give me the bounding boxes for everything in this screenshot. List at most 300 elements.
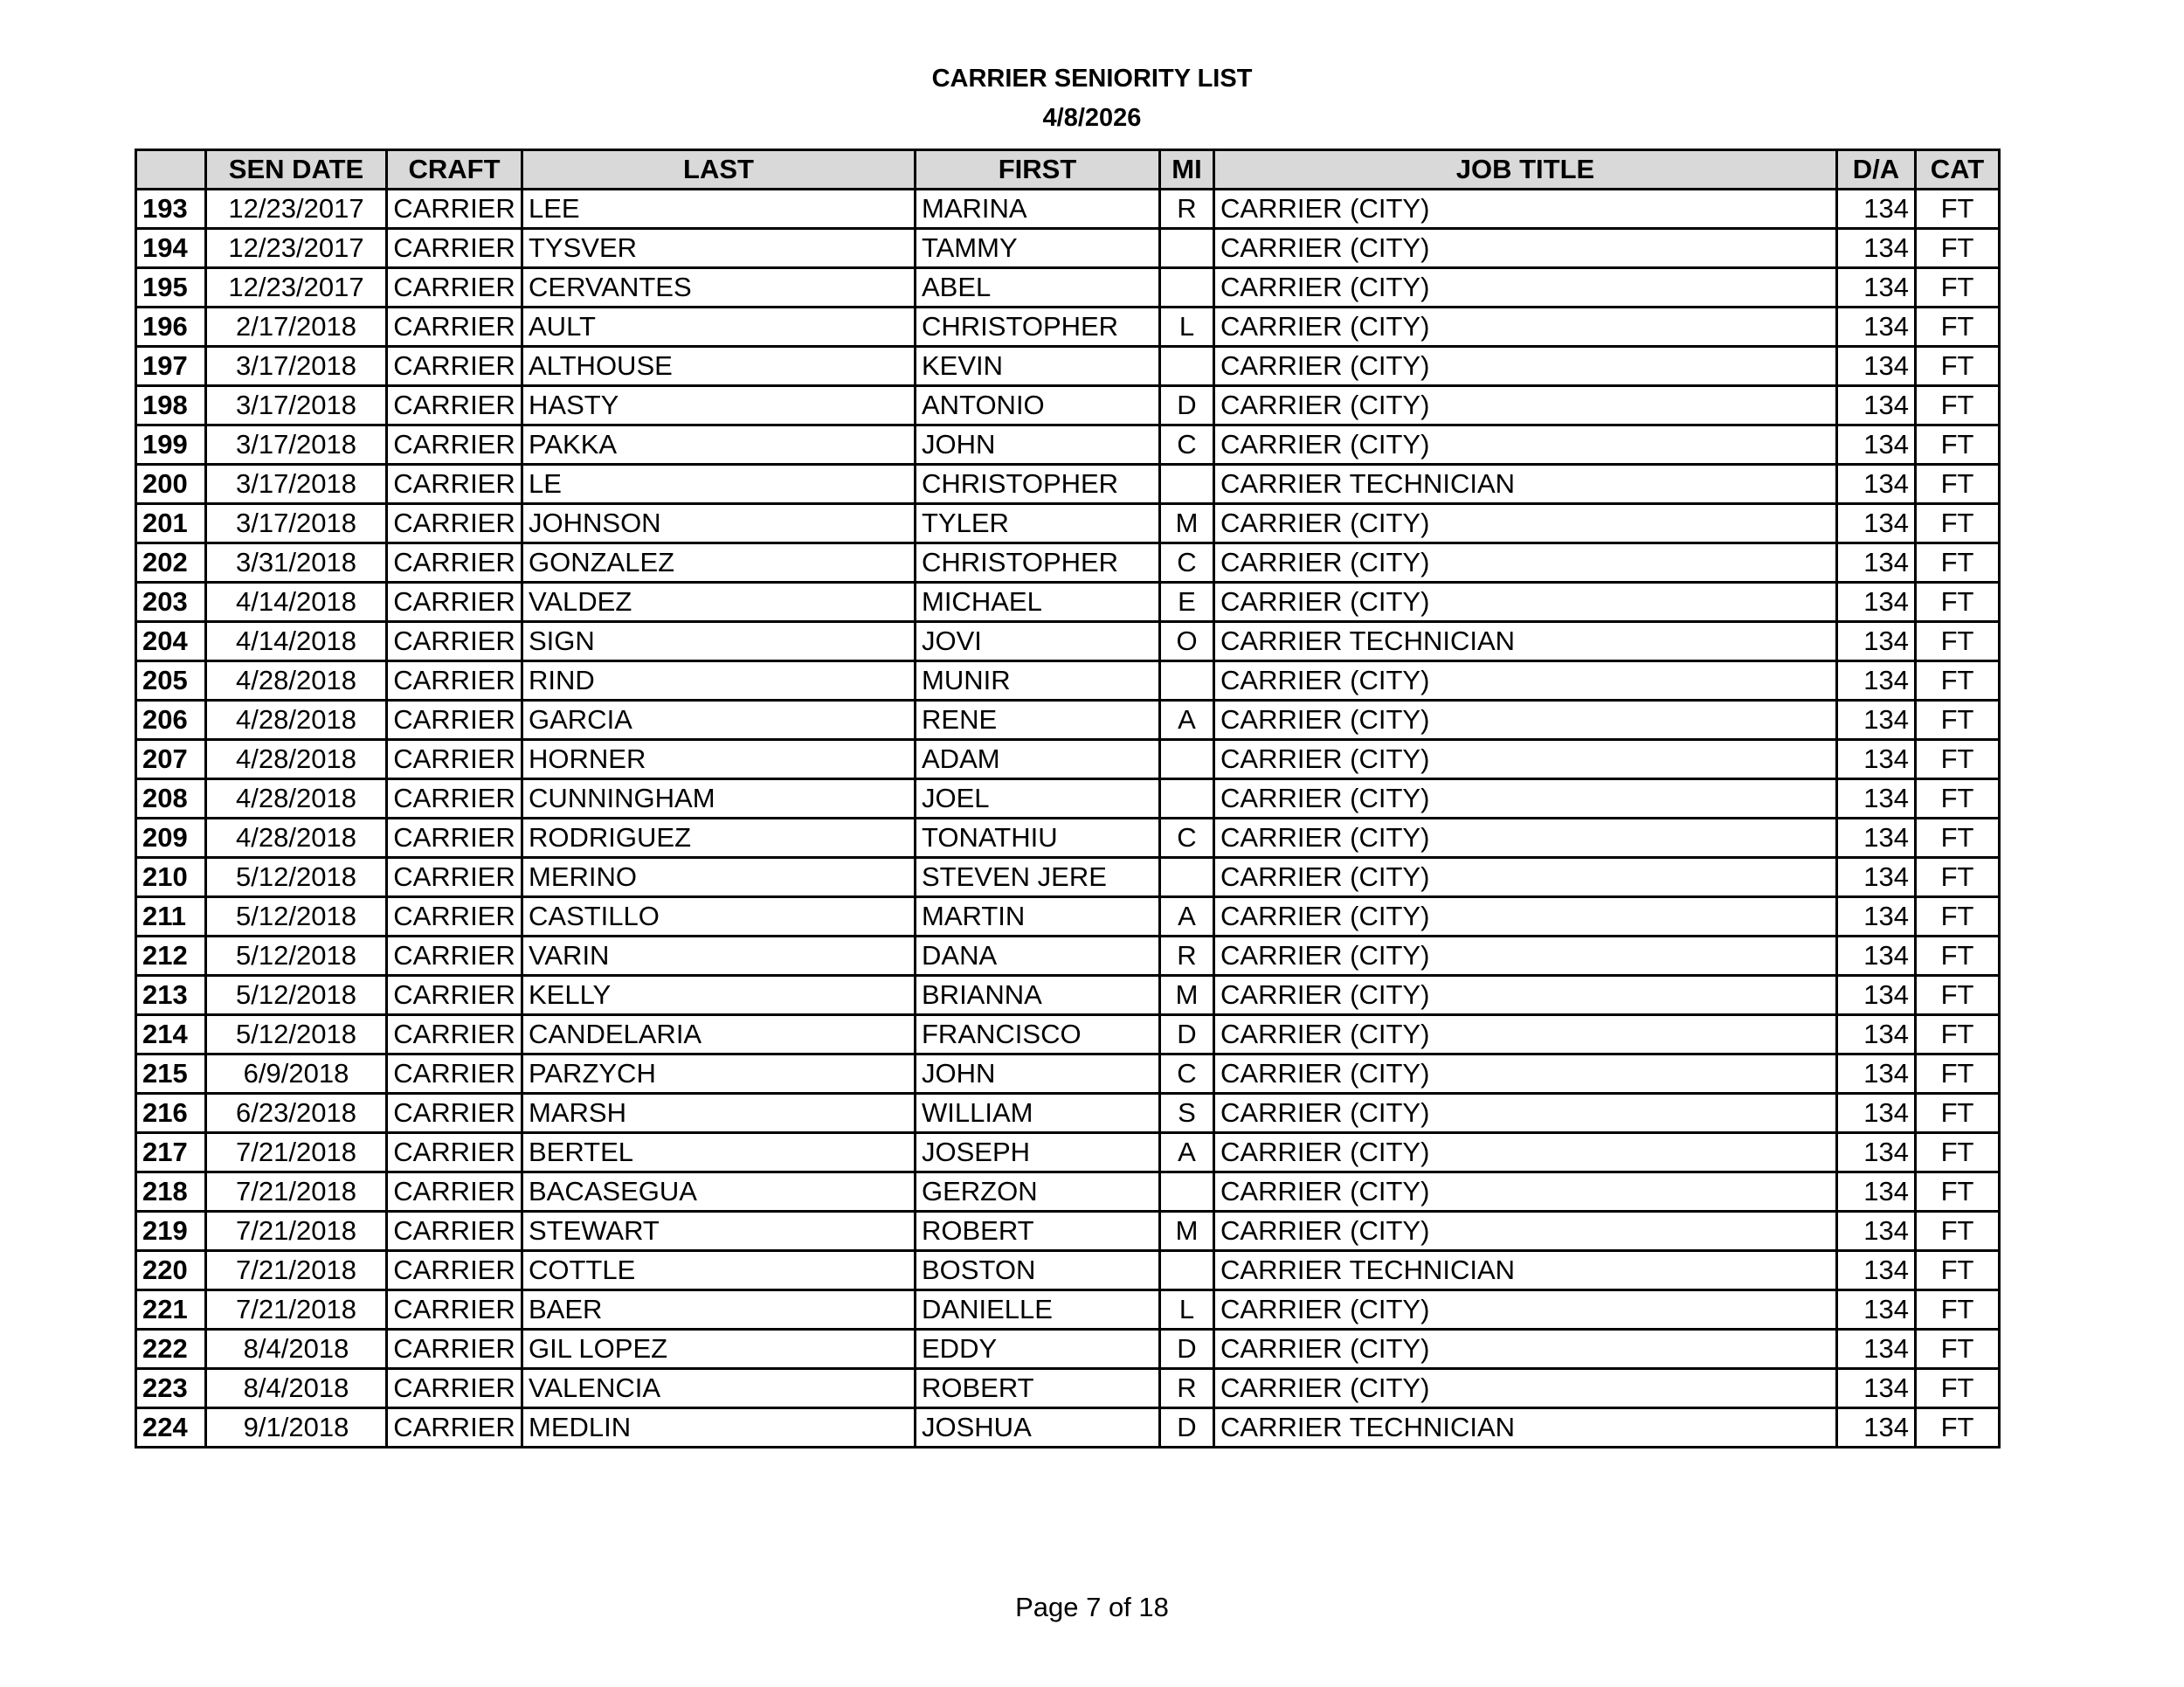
cell-cat: FT [1916, 740, 2000, 779]
cell-mi: M [1160, 1212, 1214, 1251]
cell-first: JOVI [916, 622, 1160, 661]
cell-last: SIGN [522, 622, 916, 661]
cell-num: 203 [136, 583, 206, 622]
cell-last: COTTLE [522, 1251, 916, 1290]
cell-da: 134 [1837, 976, 1916, 1015]
cell-first: CHRISTOPHER [916, 308, 1160, 347]
cell-job-title: CARRIER TECHNICIAN [1214, 1251, 1837, 1290]
table-row [136, 543, 2000, 583]
cell-first: ABEL [916, 268, 1160, 308]
cell-job-title: CARRIER (CITY) [1214, 819, 1837, 858]
cell-job-title: CARRIER (CITY) [1214, 1015, 1837, 1054]
table-row [136, 779, 2000, 819]
cell-craft: CARRIER [387, 1330, 522, 1369]
cell-da: 134 [1837, 1251, 1916, 1290]
cell-sen-date: 3/31/2018 [206, 543, 387, 583]
header-da: D/A [1837, 150, 1916, 190]
cell-job-title: CARRIER (CITY) [1214, 1330, 1837, 1369]
cell-last: CASTILLO [522, 897, 916, 937]
table-row [136, 1290, 2000, 1330]
cell-da: 134 [1837, 1212, 1916, 1251]
cell-craft: CARRIER [387, 229, 522, 268]
cell-craft: CARRIER [387, 1290, 522, 1330]
cell-first: ADAM [916, 740, 1160, 779]
cell-sen-date: 8/4/2018 [206, 1330, 387, 1369]
cell-cat: FT [1916, 1251, 2000, 1290]
cell-sen-date: 3/17/2018 [206, 504, 387, 543]
cell-sen-date: 7/21/2018 [206, 1251, 387, 1290]
cell-job-title: CARRIER (CITY) [1214, 543, 1837, 583]
cell-sen-date: 5/12/2018 [206, 937, 387, 976]
cell-cat: FT [1916, 976, 2000, 1015]
cell-first: BRIANNA [916, 976, 1160, 1015]
page-footer: Page 7 of 18 [1015, 1592, 1169, 1622]
cell-sen-date: 7/21/2018 [206, 1172, 387, 1212]
cell-craft: CARRIER [387, 268, 522, 308]
table-row [136, 937, 2000, 976]
cell-job-title: CARRIER (CITY) [1214, 897, 1837, 937]
cell-sen-date: 5/12/2018 [206, 976, 387, 1015]
cell-cat: FT [1916, 819, 2000, 858]
cell-mi: M [1160, 504, 1214, 543]
cell-mi: D [1160, 1330, 1214, 1369]
cell-sen-date: 12/23/2017 [206, 190, 387, 229]
cell-cat: FT [1916, 661, 2000, 701]
cell-mi [1160, 1172, 1214, 1212]
document-date: 4/8/2026 [1042, 104, 1142, 132]
cell-num: 200 [136, 465, 206, 504]
cell-job-title: CARRIER TECHNICIAN [1214, 1408, 1837, 1448]
cell-job-title: CARRIER (CITY) [1214, 1054, 1837, 1094]
cell-craft: CARRIER [387, 1133, 522, 1172]
cell-last: RODRIGUEZ [522, 819, 916, 858]
cell-num: 223 [136, 1369, 206, 1408]
cell-num: 201 [136, 504, 206, 543]
cell-first: MARTIN [916, 897, 1160, 937]
cell-da: 134 [1837, 504, 1916, 543]
cell-da: 134 [1837, 701, 1916, 740]
cell-mi [1160, 465, 1214, 504]
cell-da: 134 [1837, 1054, 1916, 1094]
table-row [136, 819, 2000, 858]
cell-last: STEWART [522, 1212, 916, 1251]
table-row [136, 1133, 2000, 1172]
cell-last: PARZYCH [522, 1054, 916, 1094]
cell-craft: CARRIER [387, 740, 522, 779]
table-row [136, 386, 2000, 425]
cell-first: KEVIN [916, 347, 1160, 386]
cell-first: JOSHUA [916, 1408, 1160, 1448]
cell-craft: CARRIER [387, 1369, 522, 1408]
cell-cat: FT [1916, 779, 2000, 819]
cell-first: CHRISTOPHER [916, 465, 1160, 504]
table-row [136, 976, 2000, 1015]
cell-job-title: CARRIER (CITY) [1214, 1369, 1837, 1408]
cell-craft: CARRIER [387, 1054, 522, 1094]
cell-first: MARINA [916, 190, 1160, 229]
cell-last: GONZALEZ [522, 543, 916, 583]
header-last: LAST [522, 150, 916, 190]
cell-cat: FT [1916, 1212, 2000, 1251]
cell-num: 204 [136, 622, 206, 661]
cell-mi: A [1160, 1133, 1214, 1172]
cell-da: 134 [1837, 661, 1916, 701]
cell-job-title: CARRIER (CITY) [1214, 268, 1837, 308]
cell-first: BOSTON [916, 1251, 1160, 1290]
cell-num: 212 [136, 937, 206, 976]
cell-cat: FT [1916, 308, 2000, 347]
cell-sen-date: 3/17/2018 [206, 347, 387, 386]
cell-num: 210 [136, 858, 206, 897]
cell-sen-date: 3/17/2018 [206, 425, 387, 465]
cell-last: HORNER [522, 740, 916, 779]
cell-sen-date: 4/28/2018 [206, 740, 387, 779]
cell-last: PAKKA [522, 425, 916, 465]
cell-mi [1160, 740, 1214, 779]
table-row [136, 229, 2000, 268]
cell-job-title: CARRIER (CITY) [1214, 661, 1837, 701]
cell-num: 222 [136, 1330, 206, 1369]
cell-craft: CARRIER [387, 425, 522, 465]
cell-sen-date: 3/17/2018 [206, 465, 387, 504]
cell-first: ROBERT [916, 1212, 1160, 1251]
cell-first: GERZON [916, 1172, 1160, 1212]
cell-cat: FT [1916, 543, 2000, 583]
cell-job-title: CARRIER (CITY) [1214, 1290, 1837, 1330]
table-row [136, 701, 2000, 740]
cell-num: 220 [136, 1251, 206, 1290]
cell-last: MARSH [522, 1094, 916, 1133]
cell-first: DANIELLE [916, 1290, 1160, 1330]
cell-first: FRANCISCO [916, 1015, 1160, 1054]
cell-first: WILLIAM [916, 1094, 1160, 1133]
table-row [136, 1408, 2000, 1448]
cell-last: CERVANTES [522, 268, 916, 308]
cell-craft: CARRIER [387, 819, 522, 858]
cell-first: ROBERT [916, 1369, 1160, 1408]
cell-cat: FT [1916, 1330, 2000, 1369]
cell-cat: FT [1916, 858, 2000, 897]
cell-num: 193 [136, 190, 206, 229]
cell-sen-date: 7/21/2018 [206, 1290, 387, 1330]
cell-job-title: CARRIER (CITY) [1214, 858, 1837, 897]
cell-last: VALDEZ [522, 583, 916, 622]
cell-mi [1160, 229, 1214, 268]
header-mi: MI [1160, 150, 1214, 190]
cell-last: MERINO [522, 858, 916, 897]
cell-num: 209 [136, 819, 206, 858]
table-row [136, 622, 2000, 661]
cell-first: EDDY [916, 1330, 1160, 1369]
cell-mi: L [1160, 308, 1214, 347]
cell-sen-date: 3/17/2018 [206, 386, 387, 425]
cell-last: JOHNSON [522, 504, 916, 543]
cell-da: 134 [1837, 229, 1916, 268]
cell-da: 134 [1837, 740, 1916, 779]
table-row [136, 504, 2000, 543]
cell-mi: E [1160, 583, 1214, 622]
cell-job-title: CARRIER (CITY) [1214, 347, 1837, 386]
cell-job-title: CARRIER (CITY) [1214, 229, 1837, 268]
cell-sen-date: 12/23/2017 [206, 229, 387, 268]
table-row [136, 1330, 2000, 1369]
cell-craft: CARRIER [387, 1172, 522, 1212]
cell-num: 195 [136, 268, 206, 308]
cell-mi: D [1160, 386, 1214, 425]
cell-cat: FT [1916, 937, 2000, 976]
cell-da: 134 [1837, 465, 1916, 504]
cell-mi [1160, 268, 1214, 308]
cell-cat: FT [1916, 1094, 2000, 1133]
cell-sen-date: 7/21/2018 [206, 1133, 387, 1172]
cell-craft: CARRIER [387, 1408, 522, 1448]
cell-job-title: CARRIER (CITY) [1214, 583, 1837, 622]
cell-sen-date: 4/28/2018 [206, 819, 387, 858]
cell-job-title: CARRIER (CITY) [1214, 1094, 1837, 1133]
cell-num: 217 [136, 1133, 206, 1172]
cell-first: TAMMY [916, 229, 1160, 268]
cell-sen-date: 5/12/2018 [206, 897, 387, 937]
cell-da: 134 [1837, 1172, 1916, 1212]
cell-job-title: CARRIER (CITY) [1214, 1172, 1837, 1212]
cell-craft: CARRIER [387, 661, 522, 701]
cell-da: 134 [1837, 190, 1916, 229]
cell-num: 205 [136, 661, 206, 701]
cell-job-title: CARRIER TECHNICIAN [1214, 622, 1837, 661]
cell-sen-date: 4/14/2018 [206, 622, 387, 661]
cell-da: 134 [1837, 1290, 1916, 1330]
cell-cat: FT [1916, 1015, 2000, 1054]
table-row [136, 465, 2000, 504]
cell-da: 134 [1837, 1094, 1916, 1133]
cell-cat: FT [1916, 504, 2000, 543]
cell-num: 202 [136, 543, 206, 583]
table-row [136, 1015, 2000, 1054]
cell-mi: R [1160, 937, 1214, 976]
cell-craft: CARRIER [387, 976, 522, 1015]
cell-da: 134 [1837, 583, 1916, 622]
cell-last: CUNNINGHAM [522, 779, 916, 819]
cell-mi: C [1160, 1054, 1214, 1094]
cell-cat: FT [1916, 347, 2000, 386]
table-row [136, 1212, 2000, 1251]
cell-mi: S [1160, 1094, 1214, 1133]
cell-mi: R [1160, 1369, 1214, 1408]
cell-mi: R [1160, 190, 1214, 229]
cell-job-title: CARRIER (CITY) [1214, 308, 1837, 347]
cell-cat: FT [1916, 1408, 2000, 1448]
cell-sen-date: 4/28/2018 [206, 701, 387, 740]
cell-craft: CARRIER [387, 347, 522, 386]
cell-craft: CARRIER [387, 779, 522, 819]
cell-mi: A [1160, 701, 1214, 740]
cell-cat: FT [1916, 583, 2000, 622]
cell-cat: FT [1916, 1133, 2000, 1172]
cell-sen-date: 4/28/2018 [206, 661, 387, 701]
table-row [136, 897, 2000, 937]
cell-num: 196 [136, 308, 206, 347]
cell-sen-date: 5/12/2018 [206, 858, 387, 897]
cell-craft: CARRIER [387, 1094, 522, 1133]
cell-da: 134 [1837, 1133, 1916, 1172]
cell-num: 224 [136, 1408, 206, 1448]
cell-num: 206 [136, 701, 206, 740]
cell-da: 134 [1837, 858, 1916, 897]
cell-first: STEVEN JERE [916, 858, 1160, 897]
table-row [136, 1251, 2000, 1290]
cell-first: DANA [916, 937, 1160, 976]
cell-last: HASTY [522, 386, 916, 425]
cell-da: 134 [1837, 543, 1916, 583]
cell-sen-date: 6/9/2018 [206, 1054, 387, 1094]
cell-first: JOEL [916, 779, 1160, 819]
cell-last: KELLY [522, 976, 916, 1015]
cell-sen-date: 9/1/2018 [206, 1408, 387, 1448]
cell-craft: CARRIER [387, 858, 522, 897]
cell-job-title: CARRIER (CITY) [1214, 701, 1837, 740]
cell-cat: FT [1916, 1054, 2000, 1094]
cell-da: 134 [1837, 347, 1916, 386]
cell-last: BAER [522, 1290, 916, 1330]
table-row [136, 1094, 2000, 1133]
cell-mi [1160, 347, 1214, 386]
cell-first: RENE [916, 701, 1160, 740]
cell-cat: FT [1916, 1369, 2000, 1408]
cell-sen-date: 6/23/2018 [206, 1094, 387, 1133]
cell-job-title: CARRIER (CITY) [1214, 386, 1837, 425]
cell-craft: CARRIER [387, 897, 522, 937]
cell-first: CHRISTOPHER [916, 543, 1160, 583]
cell-cat: FT [1916, 897, 2000, 937]
cell-num: 199 [136, 425, 206, 465]
cell-sen-date: 5/12/2018 [206, 1015, 387, 1054]
cell-last: CANDELARIA [522, 1015, 916, 1054]
cell-da: 134 [1837, 1015, 1916, 1054]
cell-first: MICHAEL [916, 583, 1160, 622]
cell-craft: CARRIER [387, 1212, 522, 1251]
cell-num: 219 [136, 1212, 206, 1251]
cell-craft: CARRIER [387, 308, 522, 347]
cell-da: 134 [1837, 937, 1916, 976]
cell-craft: CARRIER [387, 1015, 522, 1054]
cell-da: 134 [1837, 1330, 1916, 1369]
cell-da: 134 [1837, 897, 1916, 937]
cell-num: 218 [136, 1172, 206, 1212]
cell-mi: M [1160, 976, 1214, 1015]
cell-job-title: CARRIER (CITY) [1214, 937, 1837, 976]
cell-craft: CARRIER [387, 622, 522, 661]
cell-craft: CARRIER [387, 543, 522, 583]
cell-last: LE [522, 465, 916, 504]
table-row [136, 347, 2000, 386]
cell-da: 134 [1837, 308, 1916, 347]
cell-last: ALTHOUSE [522, 347, 916, 386]
table-row [136, 268, 2000, 308]
cell-da: 134 [1837, 1408, 1916, 1448]
cell-last: RIND [522, 661, 916, 701]
cell-mi: C [1160, 425, 1214, 465]
document-title: CARRIER SENIORITY LIST [931, 65, 1253, 93]
cell-last: BACASEGUA [522, 1172, 916, 1212]
cell-last: VALENCIA [522, 1369, 916, 1408]
cell-da: 134 [1837, 268, 1916, 308]
cell-last: GIL LOPEZ [522, 1330, 916, 1369]
cell-mi [1160, 858, 1214, 897]
cell-num: 213 [136, 976, 206, 1015]
cell-job-title: CARRIER (CITY) [1214, 190, 1837, 229]
cell-num: 211 [136, 897, 206, 937]
cell-job-title: CARRIER (CITY) [1214, 504, 1837, 543]
cell-cat: FT [1916, 229, 2000, 268]
cell-craft: CARRIER [387, 701, 522, 740]
cell-cat: FT [1916, 465, 2000, 504]
cell-sen-date: 7/21/2018 [206, 1212, 387, 1251]
cell-sen-date: 8/4/2018 [206, 1369, 387, 1408]
header-first: FIRST [916, 150, 1160, 190]
cell-job-title: CARRIER (CITY) [1214, 1212, 1837, 1251]
cell-first: TONATHIU [916, 819, 1160, 858]
cell-mi [1160, 779, 1214, 819]
cell-job-title: CARRIER (CITY) [1214, 779, 1837, 819]
cell-craft: CARRIER [387, 937, 522, 976]
cell-sen-date: 4/28/2018 [206, 779, 387, 819]
cell-craft: CARRIER [387, 386, 522, 425]
cell-job-title: CARRIER (CITY) [1214, 976, 1837, 1015]
table-row [136, 308, 2000, 347]
cell-sen-date: 4/14/2018 [206, 583, 387, 622]
cell-craft: CARRIER [387, 583, 522, 622]
header-sen-date: SEN DATE [206, 150, 387, 190]
header-job-title: JOB TITLE [1214, 150, 1837, 190]
cell-da: 134 [1837, 425, 1916, 465]
header-row [136, 150, 2000, 190]
cell-cat: FT [1916, 425, 2000, 465]
cell-num: 215 [136, 1054, 206, 1094]
seniority-table [135, 149, 2001, 1448]
cell-mi: D [1160, 1015, 1214, 1054]
cell-mi: L [1160, 1290, 1214, 1330]
table-row [136, 858, 2000, 897]
cell-first: MUNIR [916, 661, 1160, 701]
cell-num: 221 [136, 1290, 206, 1330]
cell-da: 134 [1837, 622, 1916, 661]
cell-cat: FT [1916, 190, 2000, 229]
cell-first: JOHN [916, 1054, 1160, 1094]
cell-last: AULT [522, 308, 916, 347]
cell-num: 208 [136, 779, 206, 819]
cell-cat: FT [1916, 1290, 2000, 1330]
cell-cat: FT [1916, 268, 2000, 308]
cell-last: GARCIA [522, 701, 916, 740]
cell-last: TYSVER [522, 229, 916, 268]
table-row [136, 1172, 2000, 1212]
cell-first: ANTONIO [916, 386, 1160, 425]
table-body [136, 190, 2000, 1448]
cell-last: BERTEL [522, 1133, 916, 1172]
table-row [136, 190, 2000, 229]
cell-sen-date: 2/17/2018 [206, 308, 387, 347]
cell-cat: FT [1916, 622, 2000, 661]
table-row [136, 740, 2000, 779]
cell-cat: FT [1916, 1172, 2000, 1212]
cell-job-title: CARRIER (CITY) [1214, 740, 1837, 779]
cell-job-title: CARRIER TECHNICIAN [1214, 465, 1837, 504]
cell-num: 198 [136, 386, 206, 425]
cell-mi: A [1160, 897, 1214, 937]
header-num [136, 150, 206, 190]
cell-num: 197 [136, 347, 206, 386]
cell-num: 194 [136, 229, 206, 268]
